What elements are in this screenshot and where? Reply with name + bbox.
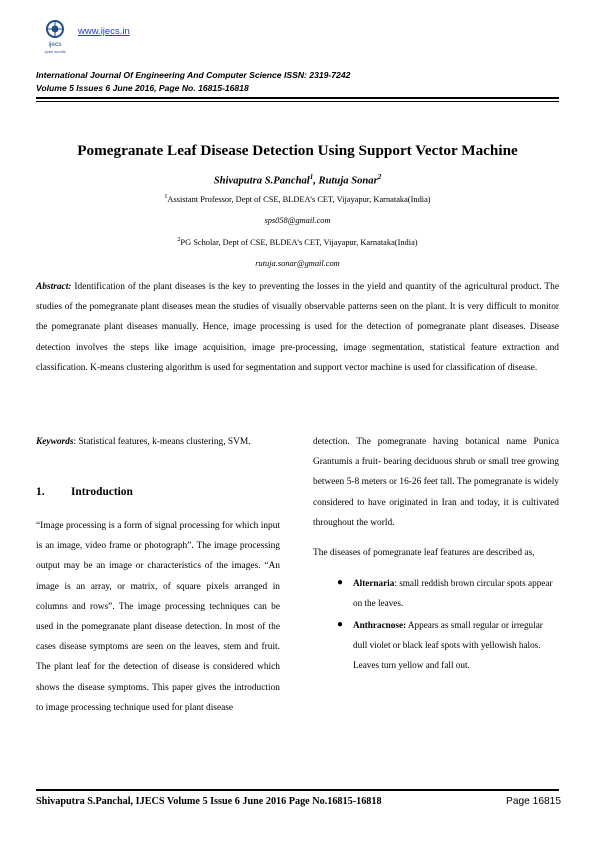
affiliation-2-text: PG Scholar, Dept of CSE, BLDEA’s CET, Vijayapur, Karnataka(India) xyxy=(180,237,418,247)
keywords-label: Keywords xyxy=(36,437,74,447)
footer-rule xyxy=(36,789,559,791)
affiliation-1-text: Assistant Professor, Dept of CSE, BLDEA’s CET, Vijayapur, Karnataka(India) xyxy=(167,194,431,204)
journal-volume: Volume 5 Issues 6 June 2016, Page No. 16815-16818 xyxy=(36,83,249,93)
author-1: Shivaputra S.Panchal xyxy=(213,175,310,187)
affiliation-1-sup: 1 xyxy=(164,194,168,200)
intro-text: “Image processing is a form of signal processing for which input is an image, video frame or photograph”. The image processing output may be an image or characteristics of the images. “An image is an array, or matrix, of square pixels arranged in columns and rows”. The image processing techniques can be used in the pomegranate plant disease detection. In most of the cases disease symptoms are seen on the leaves, stem and fruit. The plant leaf for the detection of disease is considered which shows the disease symptoms. This paper gives the introduction to image processing technique used for plant disease xyxy=(36,521,280,713)
list-item-alternaria xyxy=(313,573,559,613)
disease-list xyxy=(313,573,559,675)
section-number: 1. xyxy=(36,486,45,498)
introduction-paragraph xyxy=(36,516,280,718)
bullet-icon: ● xyxy=(337,577,344,589)
affiliation-2-sup: 2 xyxy=(177,237,181,243)
author-line: Shivaputra S.Panchal$^1$, Rutuja Sonar$^2$ xyxy=(213,173,382,187)
logo-text: ijecs xyxy=(48,41,62,48)
abstract-text: Identification of the plant diseases is the key to preventing the losses in the yield and quantity of the agricultural product. The studies of the pomegranate plant diseases mean the studies of visually observable patterns seen on the plant. It is very difficult to monitor the pomegranate plant diseases manually. Hence, image processing is used for the detection of pomegranate plant diseases. Disease detection involves the steps like image acquisition, image pre-processing, image segmentation, statistical feature extraction and classification. K-means clustering algorithm is used for segmentation and support vector machine is used for classification of disease. xyxy=(36,282,559,373)
bullet-text: Appears as small regular or irregular dull violet or black leaf spots with yellowish halos. Leaves turn yellow and fall out. xyxy=(353,620,543,671)
author-2: Rutuja Sonar xyxy=(318,175,378,187)
bullet-text: : small reddish brown circular spots appear on the leaves. xyxy=(353,578,553,609)
journal-website-link[interactable]: www.ijecs.in xyxy=(78,26,130,37)
bullet-icon: ● xyxy=(337,619,344,631)
affiliation-2 xyxy=(0,237,595,247)
section-title: Introduction xyxy=(71,486,133,498)
section-heading-introduction xyxy=(36,486,133,498)
journal-logo xyxy=(40,18,70,58)
list-item-anthracnose xyxy=(313,615,559,675)
keywords xyxy=(36,432,280,452)
journal-name: International Journal Of Engineering And Computer Science ISSN: 2319-7242 xyxy=(36,70,351,80)
logo-subtext: open scrolls xyxy=(44,49,66,54)
keywords-text: : Statistical features, k-means clustering, SVM. xyxy=(73,437,251,447)
bullet-term: Alternaria xyxy=(353,578,395,589)
right-column xyxy=(313,432,559,675)
header-rule-thin xyxy=(36,101,559,102)
right-paragraph-1: detection. The pomegranate having botanical name Punica Grantumis a fruit- bearing deciduous shrub or small tree growing between 5-8 meters or 16-26 feet tall. The pomegranate is widely considered to have originated in Iran and today, it is cultivated throughout the world. xyxy=(313,437,559,528)
footer-citation: Shivaputra S.Panchal, IJECS Volume 5 Issue 6 June 2016 Page No.16815-16818 xyxy=(36,796,382,807)
email-1[interactable]: sps058@gmail.com xyxy=(264,216,331,225)
right-paragraph-2: The diseases of pomegranate leaf features are described as, xyxy=(313,548,535,559)
author-2-sup: 2 xyxy=(377,173,382,181)
author-1-sup: 1 xyxy=(309,173,314,181)
page-number: Page 16815 xyxy=(506,796,561,807)
abstract xyxy=(36,277,559,378)
paper-title: Pomegranate Leaf Disease Detection Using Support Vector Machine xyxy=(77,142,518,159)
email-2[interactable]: rutuja.sonar@gmail.com xyxy=(255,259,340,268)
header-rule xyxy=(36,97,559,99)
bullet-term: Anthracnose: xyxy=(353,620,407,631)
abstract-label: Abstract: xyxy=(36,282,72,292)
affiliation-1 xyxy=(0,194,595,204)
